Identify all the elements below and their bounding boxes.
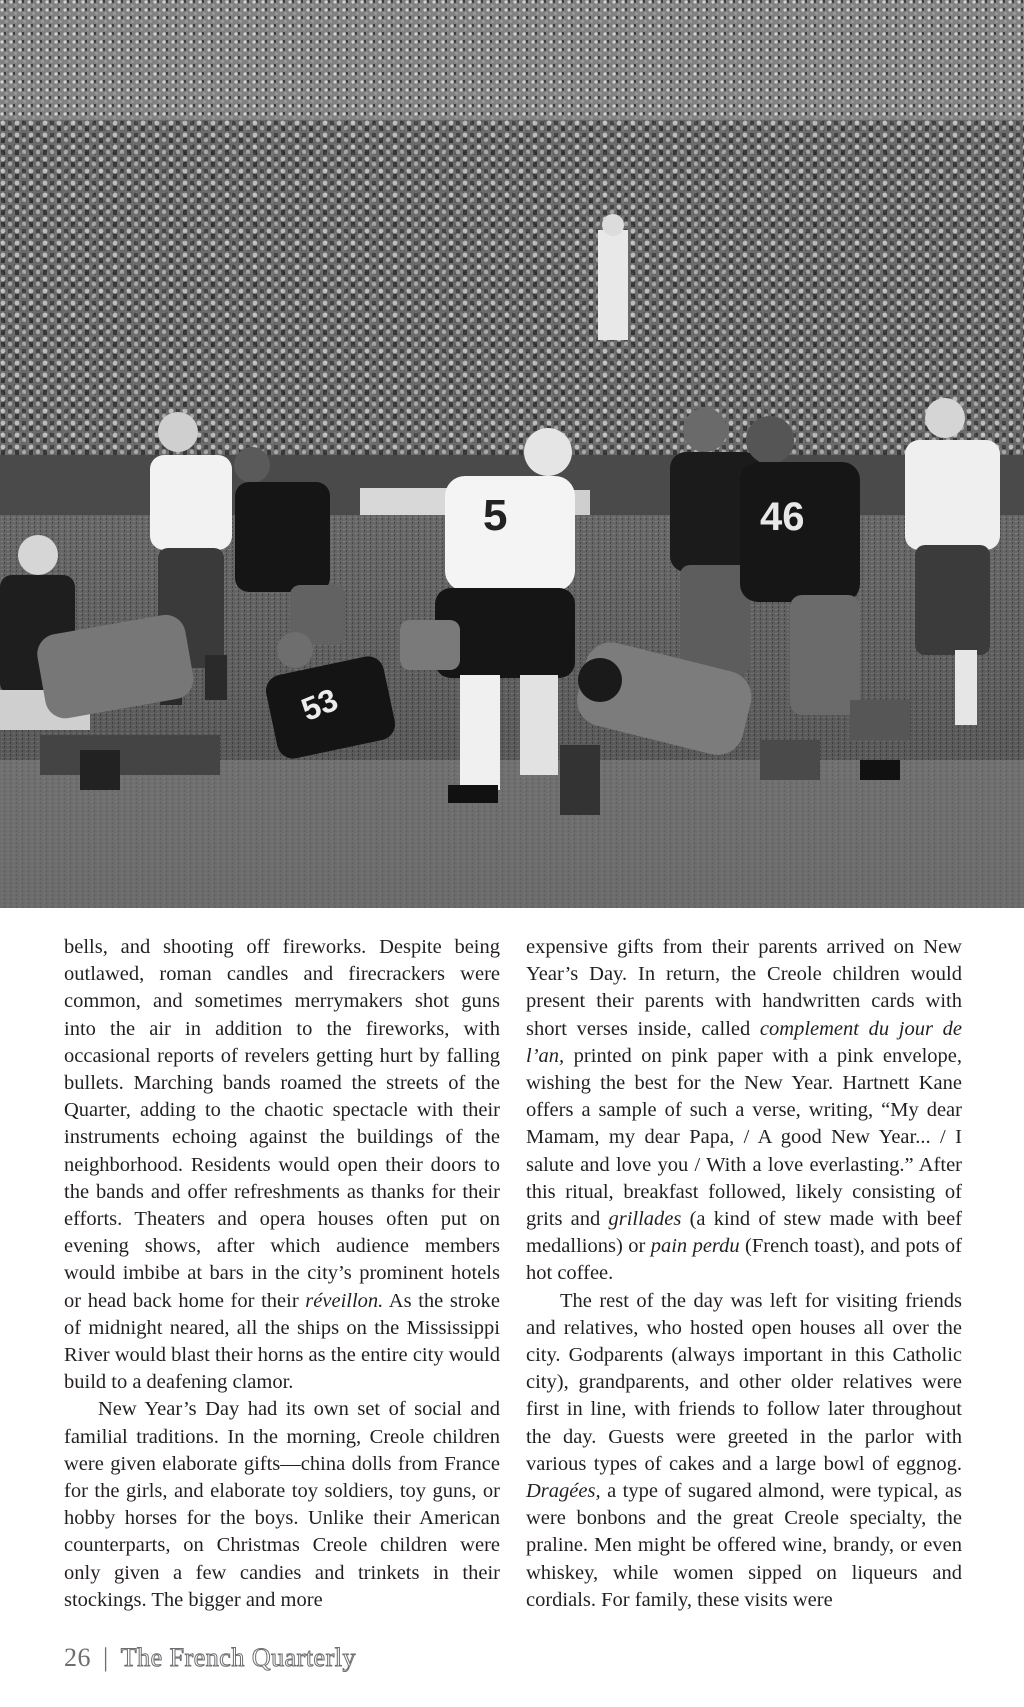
text-run: a type of sugared almond, were typical, as were bonbons and the great Creole specialty, the praline. Men might be offered wine, brandy, or even whiskey, while women sipped on liqueurs and cordials. For family, these visits were <box>526 1480 962 1611</box>
italic-term: complement du jour de l’an, <box>526 1017 962 1067</box>
text-run: (French toast), and pots of hot coffee. <box>526 1235 962 1285</box>
text-run: The rest of the day was left for visiting friends and relatives, who hosted open houses all over the city. Godparents (always important in this Catholic city), grandparents, and other older relatives were first in line, with friends to follow later throughout the day. Guests were greeted in the parlor with various types of cakes and a large bowl of eggnog. <box>526 1289 962 1475</box>
paragraph <box>64 934 500 1396</box>
paragraph <box>526 1288 962 1614</box>
text-run: bells, and shooting off fireworks. Despite being outlawed, roman candles and firecrackers were common, and sometimes merrymakers shot guns into the air in addition to the fireworks, with occasional reports of revelers getting hurt by falling bullets. Marching bands roamed the streets of the Quarter, adding to the chaotic spectacle with their instruments echoing against the buildings of the neighborhood. Residents would open their doors to the bands and offer refreshments as thanks for their efforts. Theaters and opera houses often put on evening shows, after which audience members would imbibe at bars in the city’s prominent hotels or head back home for their <box>64 936 500 1312</box>
jersey-number-right: 46 <box>760 495 805 539</box>
jersey-number-center: 5 <box>483 491 508 540</box>
paragraph <box>526 934 962 1288</box>
paragraph <box>64 1396 500 1614</box>
right-text-column <box>526 934 962 1614</box>
text-run: (a kind of stew made with beef medallions) or <box>526 1208 962 1258</box>
text-run: expensive gifts from their parents arrived on New Year’s Day. In return, the Creole children would present their parents with handwritten cards with short verses inside, called <box>526 936 962 1040</box>
text-run: printed on pink paper with a pink envelope, wishing the best for the New Year. Hartnett Kane offers a sample of such a verse, writing, “My dear Mamam, my dear Papa, / A good New Year... / I salute and love you / With a love everlasting.” After this ritual, breakfast followed, likely consisting of grits and <box>526 1044 962 1231</box>
footer-separator: | <box>103 1643 109 1672</box>
running-title: The French Quarterly <box>120 1643 356 1672</box>
italic-term: Dragées, <box>526 1480 601 1503</box>
page-footer <box>64 1643 356 1673</box>
italic-term: grillades <box>608 1208 682 1231</box>
jersey-number-left: 53 <box>296 681 343 728</box>
italic-term: pain perdu <box>650 1235 740 1258</box>
text-run: New Year’s Day had its own set of social and familial traditions. In the morning, Creole children were given elaborate gifts—china dolls from France for the girls, and elaborate toy soldiers, toy guns, or hobby horses for the boys. Unlike their American counterparts, on Christmas Creole children were only given a few candies and trinkets in their stockings. The bigger and more <box>64 1398 500 1611</box>
italic-term: réveillon. <box>305 1289 384 1312</box>
left-text-column <box>64 934 500 1614</box>
page-number: 26 <box>64 1643 91 1672</box>
text-run: As the stroke of midnight neared, all the ships on the Mississippi River would blast their horns as the entire city would build to a deafening clamor. <box>64 1289 500 1394</box>
